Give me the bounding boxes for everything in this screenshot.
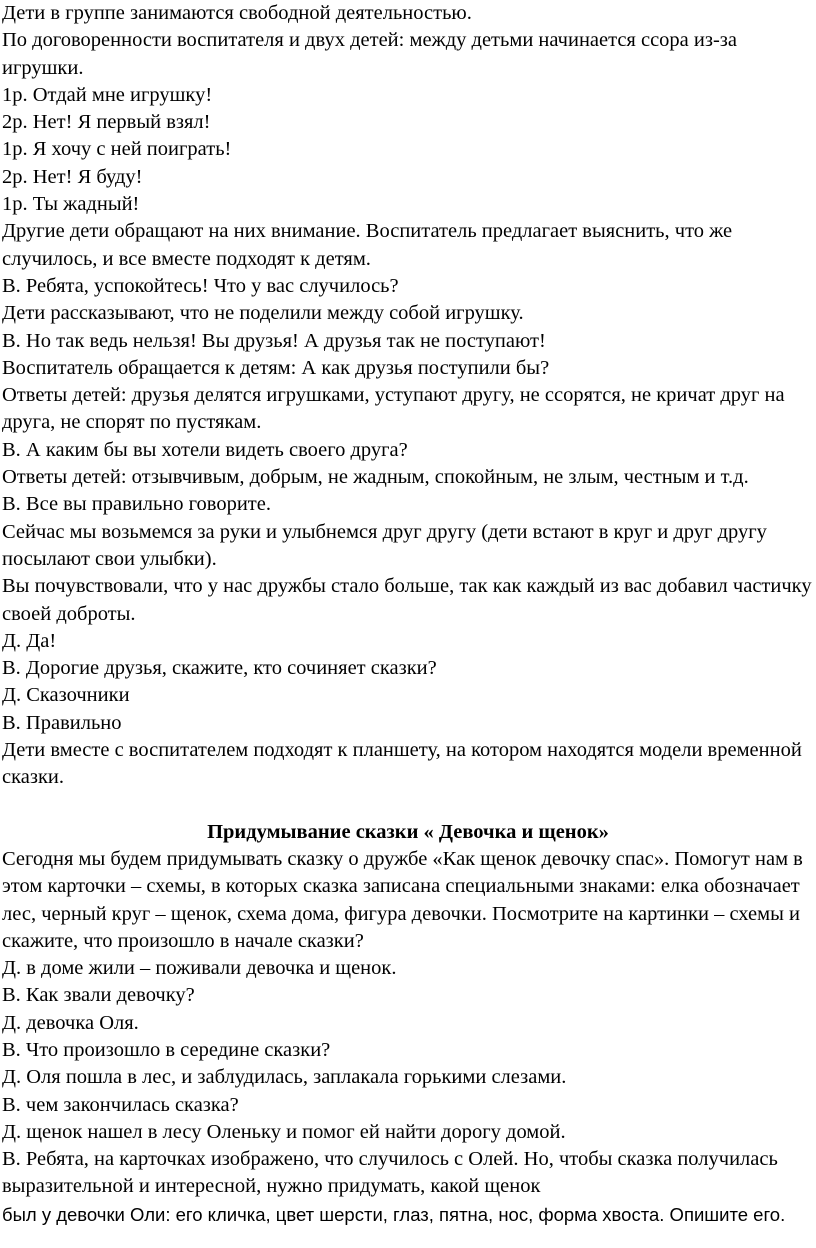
dialogue-line: Д. Сказочники (2, 684, 130, 707)
last-line: был у девочки Оли: его кличка, цвет шерсти, глаз, пятна, нос, форма хвоста. Опишите его. (2, 1203, 786, 1225)
dialogue-line: Д. Да! (2, 629, 57, 652)
blank-line (2, 792, 814, 819)
paragraph: В. Ребята, на карточках изображено, что случилось с Олей. Но, чтобы сказка получилась выразительной и интересной, нужно придумать, какой щенок (2, 1148, 778, 1198)
dialogue-line: Д. Оля пошла в лес, и заблудилась, заплакала горькими слезами. (2, 1066, 567, 1089)
dialogue-line: Д. щенок нашел в лесу Оленьку и помог ей найти дорогу домой. (2, 1120, 566, 1143)
dialogue-line: В. А каким бы вы хотели видеть своего друга? (2, 438, 408, 461)
paragraph: Ответы детей: друзья делятся игрушками, уступают другу, не ссорятся, не кричат друг на друга, не спорят по пустякам. (2, 384, 785, 434)
bottom-section (2, 846, 814, 1228)
dialogue-line: Д. в доме жили – поживали девочка и щенок. (2, 957, 397, 980)
paragraph: Сейчас мы возьмемся за руки и улыбнемся друг другу (дети встают в круг и друг другу посылают свои улыбки). (2, 520, 767, 570)
dialogue-line: В. Дорогие друзья, скажите, кто сочиняет сказки? (2, 657, 437, 680)
dialogue-line: В. Как звали девочку? (2, 984, 195, 1007)
dialogue-line: 1р. Отдай мне игрушку! (2, 83, 213, 106)
section-heading: Придумывание сказки « Девочка и щенок» (207, 820, 609, 843)
paragraph: Вы почувствовали, что у нас дружбы стало больше, так как каждый из вас добавил частичку своей доброты. (2, 575, 812, 625)
paragraph: По договоренности воспитателя и двух детей: между детьми начинается ссора из-за игрушки. (2, 29, 737, 79)
dialogue-line: 2р. Нет! Я буду! (2, 165, 143, 188)
paragraph: Воспитатель обращается к детям: А как друзья поступили бы? (2, 356, 550, 379)
dialogue-line: В. Что произошло в середине сказки? (2, 1038, 331, 1061)
paragraph: Ответы детей: отзывчивым, добрым, не жадным, спокойным, не злым, честным и т.д. (2, 466, 749, 489)
document-page (2, 0, 814, 1228)
dialogue-line: В. Правильно (2, 711, 122, 734)
dialogue-line: В. Ребята, успокойтесь! Что у вас случилось? (2, 274, 399, 297)
dialogue-line: 1р. Я хочу с ней поиграть! (2, 138, 232, 161)
dialogue-line: 1р. Ты жадный! (2, 193, 140, 216)
paragraph: Другие дети обращают на них внимание. Воспитатель предлагает выяснить, что же случилось, и все вместе подходят к детям. (2, 220, 733, 270)
dialogue-line: В. чем закончилась сказка? (2, 1093, 239, 1116)
paragraph: Дети рассказывают, что не поделили между собой игрушку. (2, 302, 524, 325)
dialogue-line: Д. девочка Оля. (2, 1011, 139, 1034)
paragraph: Дети вместе с воспитателем подходят к планшету, на котором находятся модели временной сказки. (2, 739, 802, 789)
dialogue-line: В. Все вы правильно говорите. (2, 493, 271, 516)
paragraph: Сегодня мы будем придумывать сказку о дружбе «Как щенок девочку спас». Помогут нам в этом карточки – схемы, в которых сказка записана специальными знаками: елка обозначает лес, черный круг – щенок, схема дома, фигура девочки. Посмотрите на картинки – схемы и скажите, что произошло в начале сказки? (2, 847, 803, 952)
paragraph: Дети в группе занимаются свободной деятельностью. (2, 2, 472, 24)
top-section (2, 0, 814, 792)
dialogue-line: В. Но так ведь нельзя! Вы друзья! А друзья так не поступают! (2, 329, 546, 352)
dialogue-line: 2р. Нет! Я первый взял! (2, 111, 211, 134)
